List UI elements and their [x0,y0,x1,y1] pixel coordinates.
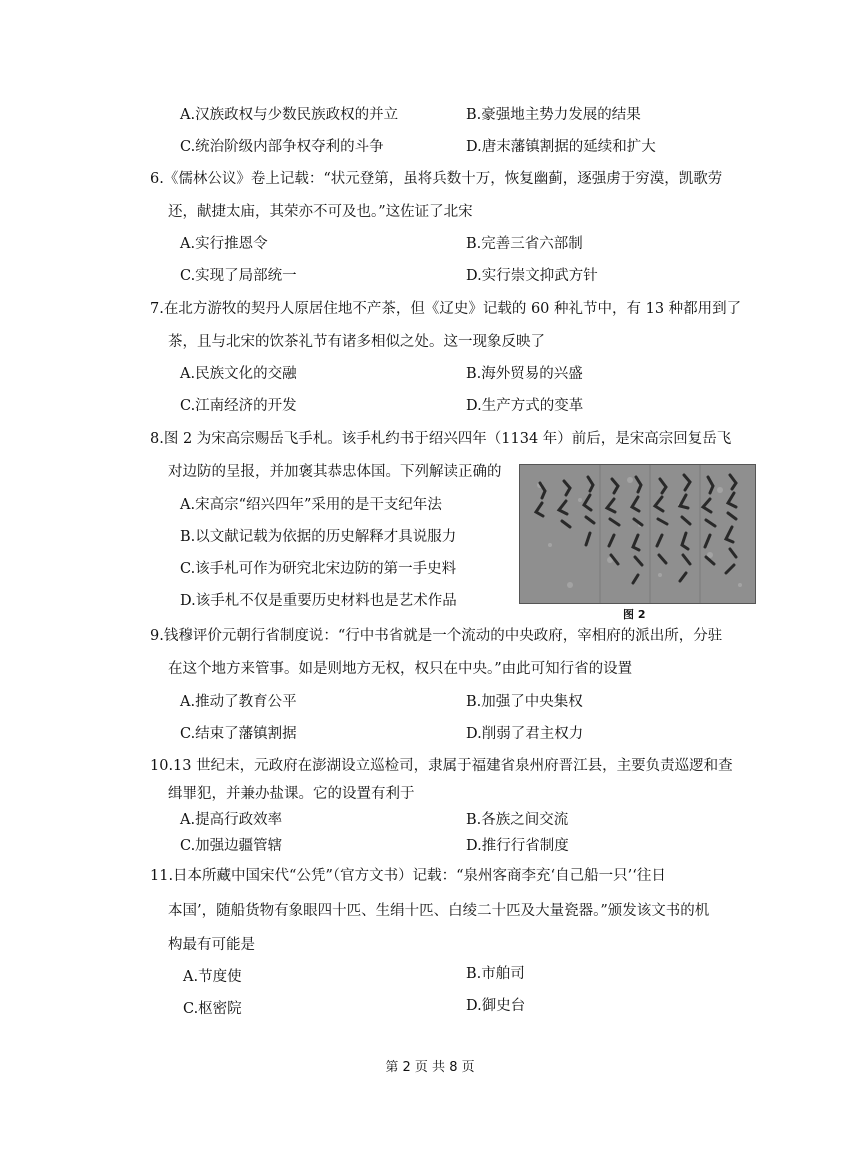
q5-option-d: D.唐末藩镇割据的延续和扩大 [466,139,656,155]
q11-stem-line2: 本国’，随船货物有象眼四十匹、生绢十匹、白绫二十匹及大量瓷器。”颁发该文书的机 [168,903,710,919]
q10-option-d: D.推行行省制度 [466,838,569,854]
q6-option-d: D.实行崇文抑武方针 [466,268,598,284]
q10-stem-line1: 10.13 世纪末，元政府在澎湖设立巡检司，隶属于福建省泉州府晋江县，主要负责巡逻和查 [150,758,733,774]
q11-option-b: B.市舶司 [466,966,525,982]
calligraphy-image-art [520,465,755,603]
q6-stem-line1: 6.《儒林公议》卷上记载：“状元登第，虽将兵数十万，恢复幽蓟，逐强虏于穷漠，凯歌劳 [150,171,723,187]
q10-stem-line2: 缉罪犯，并兼办盐课。它的设置有利于 [168,786,415,802]
figure-caption: 图 2 [623,608,646,621]
q6-option-a: A.实行推恩令 [180,236,268,252]
q8-option-b: B.以文献记载为依据的历史解释才具说服力 [180,529,457,545]
q8-option-a: A.宋高宗“绍兴四年”采用的是干支纪年法 [180,497,442,513]
q9-option-b: B.加强了中央集权 [466,694,583,710]
q6-option-c: C.实现了局部统一 [180,268,297,284]
q11-option-c: C.枢密院 [183,1001,242,1017]
q7-stem-line1: 7.在北方游牧的契丹人原居住地不产茶，但《辽史》记载的 60 种礼节中，有 13 种都用到了 [150,301,742,317]
q9-option-a: A.推动了教育公平 [180,694,297,710]
q11-stem-line1: 11.日本所藏中国宋代“公凭”（官方文书）记载：“泉州客商李充‘自己船一只’‘往日 [150,868,666,884]
q5-option-a: A.汉族政权与少数民族政权的并立 [180,107,399,123]
q8-stem-line2: 对边防的呈报，并加褒其恭忠体国。下列解读正确的 [168,464,502,480]
q5-option-c: C.统治阶级内部争权夺利的斗争 [180,139,384,155]
q8-stem-line1: 8.图 2 为宋高宗赐岳飞手札。该手札约书于绍兴四年（1134 年）前后，是宋高宗回复岳飞 [150,431,732,447]
q10-option-c: C.加强边疆管辖 [180,838,283,854]
calligraphy-letter-image [519,464,756,604]
q10-option-b: B.各族之间交流 [466,812,569,828]
q9-option-d: D.削弱了君主权力 [466,726,584,742]
q9-option-c: C.结束了藩镇割据 [180,726,297,742]
q11-stem-line3: 构最有可能是 [168,937,255,953]
q7-option-d: D.生产方式的变革 [466,398,584,414]
q7-option-a: A.民族文化的交融 [180,366,297,382]
q8-option-c: C.该手札可作为研究北宋边防的第一手史料 [180,561,457,577]
q10-option-a: A.提高行政效率 [180,812,283,828]
q7-option-c: C.江南经济的开发 [180,398,297,414]
q11-option-d: D.御史台 [466,998,526,1014]
q5-option-b: B.豪强地主势力发展的结果 [466,107,641,123]
q6-stem-line2: 还，献捷太庙，其荣亦不可及也。”这佐证了北宋 [168,204,473,220]
q7-stem-line2: 茶，且与北宋的饮茶礼节有诸多相似之处。这一现象反映了 [168,334,545,350]
q6-option-b: B.完善三省六部制 [466,236,583,252]
q8-option-d: D.该手札不仅是重要历史材料也是艺术作品 [180,593,457,609]
q11-option-a: A.节度使 [183,969,242,985]
q7-option-b: B.海外贸易的兴盛 [466,366,583,382]
page-number-footer: 第 2 页 共 8 页 [385,1060,475,1075]
q9-stem-line2: 在这个地方来管事。如是则地方无权，权只在中央。”由此可知行省的设置 [168,661,633,677]
q9-stem-line1: 9.钱穆评价元朝行省制度说：“行中书省就是一个流动的中央政府，宰相府的派出所，分驻 [150,628,723,644]
